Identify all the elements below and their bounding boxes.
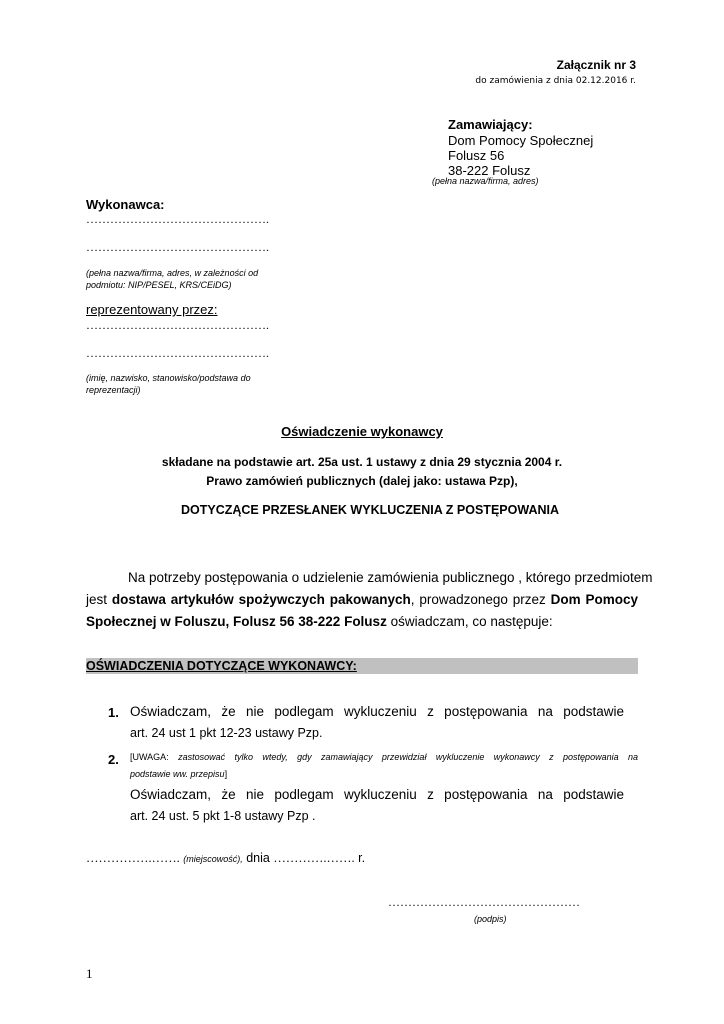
contractor-dots-2: ………………………………………. <box>86 240 269 254</box>
contractor-dots-1: ………………………………………. <box>86 212 269 226</box>
statement-subtitle-2: Prawo zamówień publicznych (dalej jako: ustawa Pzp), <box>206 474 518 488</box>
item-2-line-2: art. 24 ust. 5 pkt 1-8 ustawy Pzp . <box>130 809 316 823</box>
representative-dots-1: ………………………………………. <box>86 318 269 332</box>
contractor-note-1: (pełna nazwa/firma, adres, w zależności od <box>86 268 259 278</box>
representative-heading: reprezentowany przez: <box>86 302 218 317</box>
signature-dots: ………………………………………… <box>388 895 580 909</box>
place-label: (miejscowość), <box>183 854 243 864</box>
intro-line-2-c: , prowadzonego przez <box>410 592 551 607</box>
orderer-heading: Zamawiający: <box>448 117 533 132</box>
item-2-note-open: [UWAGA: <box>130 752 179 762</box>
item-2-note-text-2: podstawie ww. przepisu <box>130 769 225 779</box>
signature-label: (podpis) <box>474 914 507 924</box>
item-2-note-line-2 <box>130 769 227 779</box>
place-dots: …………….……. <box>86 851 180 865</box>
contractor-note-2: podmiotu: NIP/PESEL, KRS/CEiDG) <box>86 280 232 290</box>
statement-title: Oświadczenie wykonawcy <box>281 424 443 439</box>
item-2-line-1: Oświadczam, że nie podlegam wykluczeniu z postępowania na podstawie <box>130 787 624 802</box>
intro-line-2-a: jest <box>86 592 112 607</box>
item-2-note-text: zastosować tylko wtedy, gdy zamawiający przewidział wykluczenie wykonawcy z postępowania na <box>178 752 638 762</box>
date-word: dnia <box>246 851 270 865</box>
intro-line-1: Na potrzeby postępowania o udzielenie zamówienia publicznego , którego przedmiotem <box>128 570 653 585</box>
statement-caps-title: DOTYCZĄCE PRZESŁANEK WYKLUCZENIA Z POSTĘPOWANIA <box>180 503 559 517</box>
section-heading: OŚWIADCZENIA DOTYCZĄCE WYKONAWCY: <box>86 659 357 673</box>
page-number: 1 <box>86 966 93 981</box>
place-date-line <box>86 851 365 866</box>
representative-dots-2: ………………………………………. <box>86 346 269 360</box>
intro-orderer-part-1: Dom Pomocy <box>550 592 638 607</box>
orderer-street: Folusz 56 <box>448 148 505 163</box>
year-suffix: r. <box>358 851 366 865</box>
intro-line-3-b: oświadczam, co następuje: <box>386 614 553 629</box>
order-reference: do zamówienia z dnia 02.12.2016 r. <box>475 76 636 86</box>
orderer-note: (pełna nazwa/firma, adres) <box>432 176 539 186</box>
intro-orderer-part-2: Społecznej w Foluszu, Folusz 56 38-222 Folusz <box>86 614 387 629</box>
representative-note-1: (imię, nazwisko, stanowisko/podstawa do <box>86 373 251 383</box>
contractor-heading: Wykonawca: <box>86 197 165 212</box>
item-1-line-1: Oświadczam, że nie podlegam wykluczeniu z postępowania na podstawie <box>130 704 624 719</box>
item-2-note-close: ] <box>224 769 228 779</box>
intro-line-3 <box>86 614 553 629</box>
intro-line-2 <box>86 592 638 607</box>
item-2-number: 2. <box>108 752 119 767</box>
intro-subject: dostawa artykułów spożywczych pakowanych <box>111 592 411 607</box>
date-dots: ………….……. <box>273 851 355 865</box>
orderer-city: 38-222 Folusz <box>448 163 531 178</box>
item-1-number: 1. <box>108 705 119 720</box>
item-2-note-line-1 <box>130 752 638 762</box>
statement-subtitle-1: składane na podstawie art. 25a ust. 1 ustawy z dnia 29 stycznia 2004 r. <box>161 455 563 469</box>
representative-note-2: reprezentacji) <box>86 385 141 395</box>
orderer-name: Dom Pomocy Społecznej <box>448 133 594 148</box>
item-1-line-2: art. 24 ust 1 pkt 12-23 ustawy Pzp. <box>130 726 323 740</box>
attachment-label: Załącznik nr 3 <box>556 58 636 72</box>
